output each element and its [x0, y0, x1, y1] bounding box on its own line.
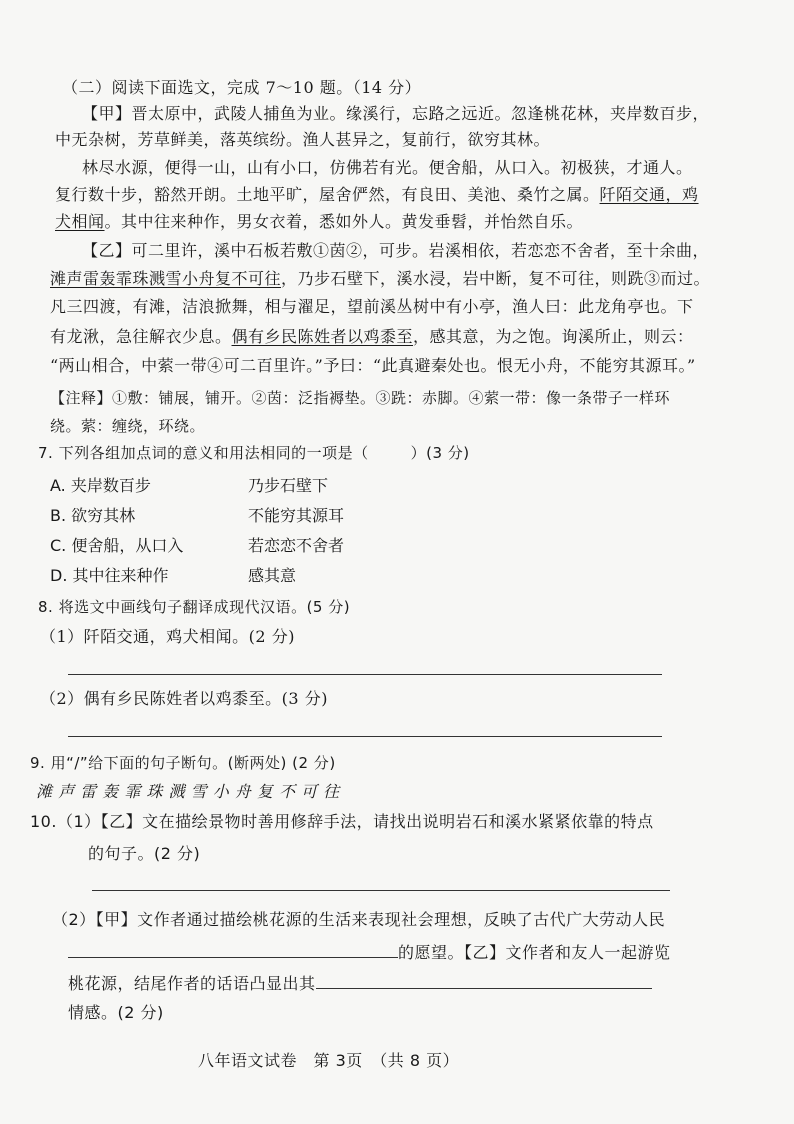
- q10-part2-line4: 情感。(2 分): [68, 1003, 164, 1022]
- q7-option-b-right: 不能穷其源耳: [248, 506, 345, 525]
- passage-a-line-3: 林尽水源，便得一山，山有小口，仿佛若有光。便舍船，从口入。初极狭，才通人。: [82, 158, 693, 177]
- passage-b-line-4-text-b: ，感其意，为之饱。询溪所止，则云：: [413, 327, 694, 346]
- underlined-sentence-b2: 偶有乡民陈姓者以鸡黍至: [231, 327, 414, 346]
- passage-a-line-1: 【甲】晋太原中，武陵人捕鱼为业。缘溪行，忘路之远近。忽逢桃花林，夹岸数百步，: [82, 104, 710, 123]
- q7-option-c-left: C. 便舍船，从口入: [50, 536, 184, 555]
- passage-b-line-4: [50, 326, 694, 348]
- q10-part2-line3: [68, 972, 652, 995]
- page-footer: 八年语文试卷 第 3页 （共 8 页）: [198, 1051, 460, 1070]
- passage-b-line-4-text-a: 有龙湫，急往解衣少息。: [50, 327, 232, 346]
- passage-b-line-2: [50, 268, 710, 290]
- underlined-sentence-a-part2: 犬相闻: [55, 212, 105, 231]
- passage-b-line-5: “两山相合，中萦一带④可二百里许。”予曰：“此真避秦处也。恨无小舟，不能穷其源耳。”: [50, 356, 696, 375]
- q8-sub-2: （2）偶有乡民陈姓者以鸡黍至。(3 分): [40, 689, 328, 708]
- passage-b-line-1: 【乙】可二里许，溪中石板若敷①茵②，可步。岩溪相依，若恋恋不舍者，至十余曲，: [82, 241, 710, 260]
- q10-2-blank-2[interactable]: [316, 972, 652, 989]
- notes-line-1: 【注释】①敷：铺展，铺开。②茵：泛指褥垫。③跣：赤脚。④萦一带：像一条带子一样环: [50, 389, 671, 407]
- q10-part2-line1: （2）【甲】文作者通过描绘桃花源的生活来表现社会理想，反映了古代广大劳动人民: [52, 910, 666, 929]
- q7-option-d-right: 感其意: [248, 566, 297, 585]
- q10-1-answer-line[interactable]: [92, 890, 670, 891]
- passage-a-line-4: [55, 184, 699, 206]
- notes-line-2: 绕。萦：缠绕，环绕。: [50, 417, 206, 435]
- q7-option-d-left: D. 其中往来种作: [50, 566, 169, 585]
- passage-b-line-2-text: ，乃步石壁下，溪水浸，岩中断，复不可往，则跣③而过。: [281, 269, 711, 288]
- section-heading: （二）阅读下面选文，完成 7～10 题。（14 分）: [62, 78, 422, 97]
- underlined-sentence-a-part1: 阡陌交通，鸡: [599, 185, 699, 204]
- underlined-sentence-b1: 滩声雷轰霏珠溅雪小舟复不可往: [50, 269, 282, 288]
- q8-2-answer-line[interactable]: [68, 736, 662, 737]
- q7-stem-text: 7. 下列各组加点词的意义和用法相同的一项是（: [38, 444, 369, 462]
- q10-part2-line3-text: 桃花源，结尾作者的话语凸显出其: [68, 974, 316, 993]
- passage-a-line-5: [55, 211, 583, 233]
- q10-part2-line2: [68, 941, 671, 964]
- q10-part1-line2: 的句子。(2 分): [88, 844, 201, 863]
- passage-b-line-3: 凡三四渡，有滩，洁浪掀舞，相与濯足，望前溪丛树中有小亭，渔人曰：此龙角亭也。下: [50, 297, 694, 316]
- q9-stem: 9. 用“/”给下面的句子断句。(断两处) (2 分): [30, 754, 336, 772]
- q8-stem: 8. 将选文中画线句子翻译成现代汉语。(5 分): [38, 598, 351, 616]
- q7-option-a-right: 乃步石壁下: [248, 476, 329, 495]
- q10-2-blank-1[interactable]: [68, 941, 398, 958]
- q9-sentence: 滩 声 雷 轰 霏 珠 溅 雪 小 舟 复 不 可 往: [36, 782, 340, 801]
- passage-a-line-5-text: 。其中往来种作，男女衣着，悉如外人。黄发垂髫，并怡然自乐。: [104, 212, 584, 231]
- q7-option-a-left: A. 夹岸数百步: [50, 476, 151, 495]
- q7-points: ）(3 分): [410, 444, 470, 462]
- q10-part1-line1: 10.（1）【乙】文在描绘景物时善用修辞手法，请找出说明岩石和溪水紧紧依靠的特点: [30, 812, 654, 831]
- q8-1-answer-line[interactable]: [68, 674, 662, 675]
- q7-option-b-left: B. 欲穷其林: [50, 506, 136, 525]
- passage-a-line-4-text: 复行数十步，豁然开朗。土地平旷，屋舍俨然，有良田、美池、桑竹之属。: [55, 185, 600, 204]
- q7-option-c-right: 若恋恋不舍者: [248, 536, 345, 555]
- q8-sub-1: （1）阡陌交通，鸡犬相闻。(2 分): [40, 627, 295, 646]
- q7-stem: [38, 442, 470, 464]
- passage-a-line-2: 中无杂树，芳草鲜美，落英缤纷。渔人甚异之，复前行，欲穷其林。: [55, 130, 551, 149]
- q10-part2-line2-text: 的愿望。【乙】文作者和友人一起游览: [398, 943, 671, 962]
